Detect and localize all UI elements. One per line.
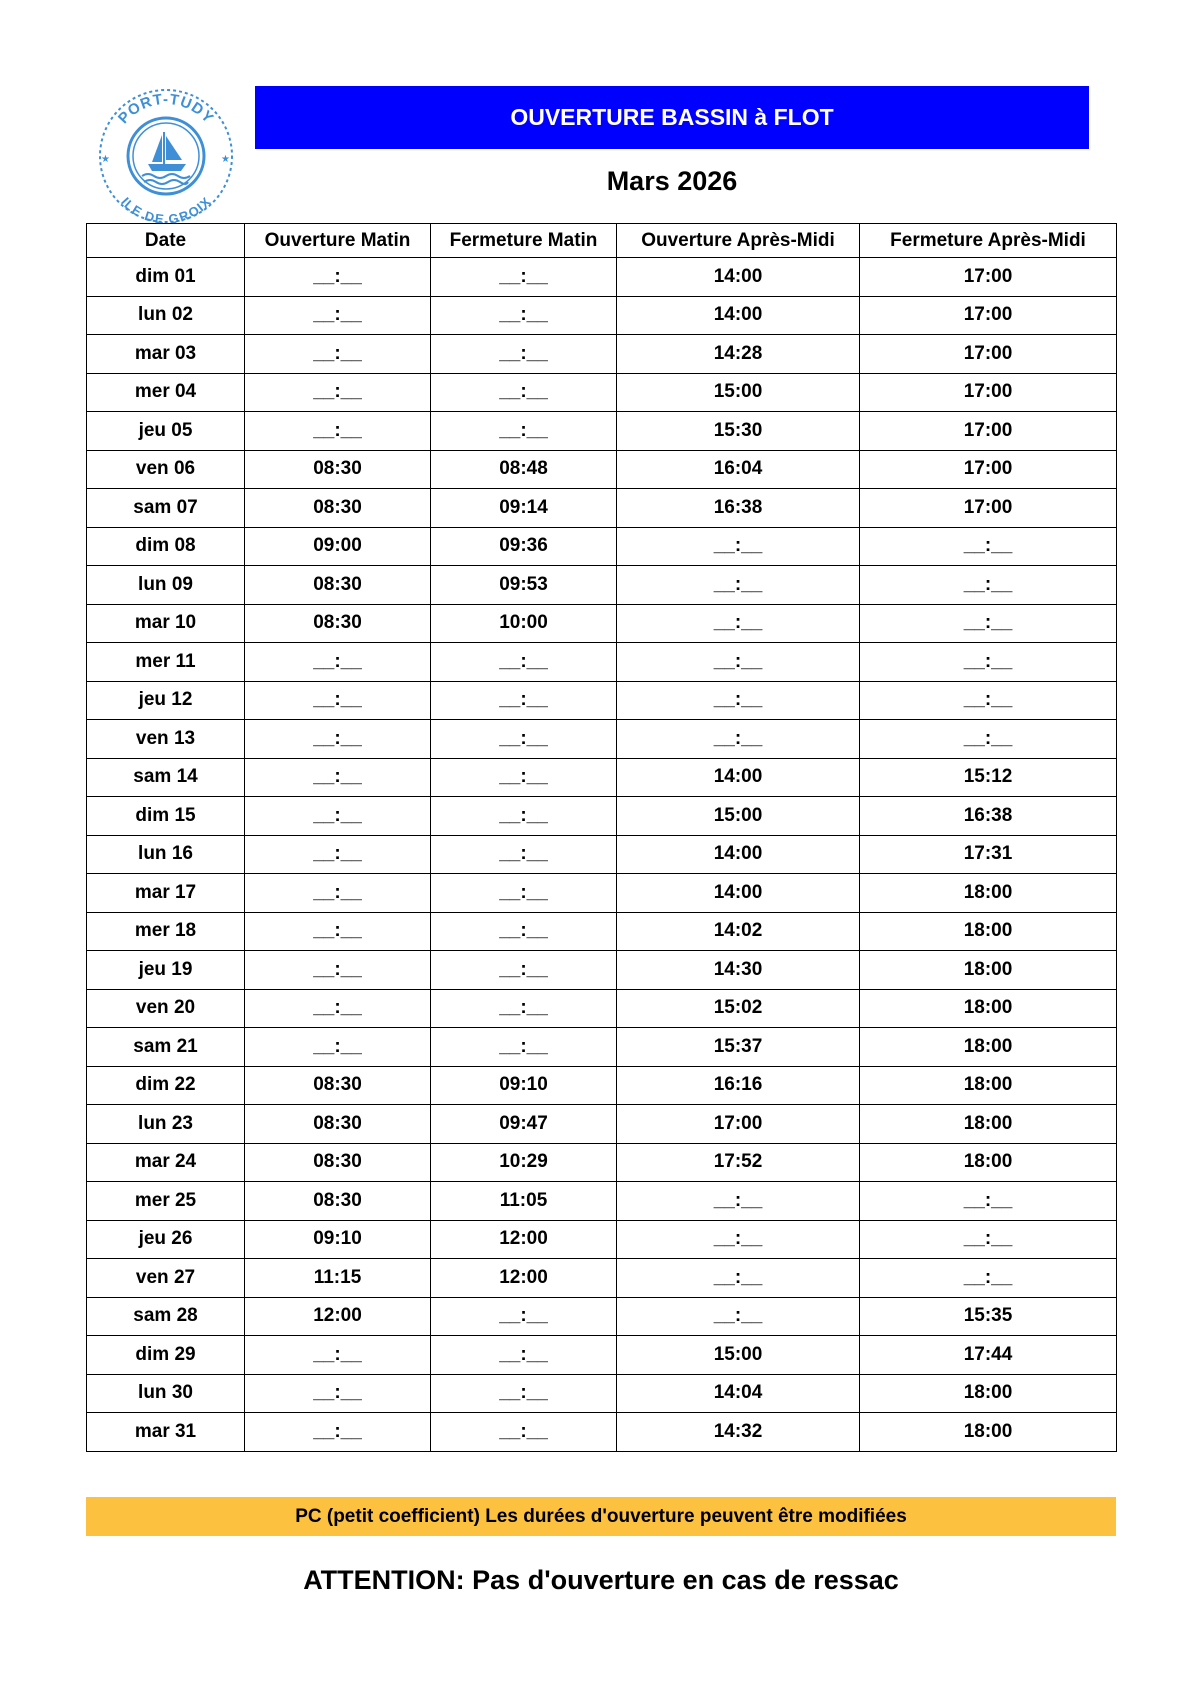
morning-closing-cell: __:__ — [431, 835, 617, 874]
morning-closing-cell: 11:05 — [431, 1182, 617, 1221]
date-cell: dim 15 — [87, 797, 245, 836]
morning-closing-cell: __:__ — [431, 874, 617, 913]
morning-closing-cell: 12:00 — [431, 1259, 617, 1298]
date-cell: lun 16 — [87, 835, 245, 874]
morning-closing-cell: 10:29 — [431, 1143, 617, 1182]
afternoon-closing-cell: __:__ — [860, 566, 1117, 605]
logo-bottom-text: ILE DE GROIX — [118, 194, 214, 226]
afternoon-closing-cell: 18:00 — [860, 989, 1117, 1028]
morning-opening-cell: 09:00 — [245, 527, 431, 566]
afternoon-closing-cell: __:__ — [860, 1259, 1117, 1298]
table-row — [87, 951, 1117, 990]
afternoon-closing-cell: __:__ — [860, 1182, 1117, 1221]
table-row — [87, 758, 1117, 797]
afternoon-opening-cell: 14:00 — [617, 296, 860, 335]
morning-opening-cell: 08:30 — [245, 1143, 431, 1182]
afternoon-closing-cell: 18:00 — [860, 1374, 1117, 1413]
afternoon-closing-cell: __:__ — [860, 643, 1117, 682]
svg-text:PORT-TUDY — [115, 91, 217, 127]
morning-opening-cell: __:__ — [245, 1374, 431, 1413]
morning-opening-cell: __:__ — [245, 1028, 431, 1067]
afternoon-opening-cell: 14:02 — [617, 912, 860, 951]
morning-opening-cell: __:__ — [245, 373, 431, 412]
afternoon-closing-cell: 17:00 — [860, 489, 1117, 528]
table-row — [87, 835, 1117, 874]
table-row — [87, 797, 1117, 836]
date-cell: jeu 26 — [87, 1220, 245, 1259]
morning-closing-cell: __:__ — [431, 412, 617, 451]
table-row — [87, 604, 1117, 643]
svg-text:ILE DE GROIX — [118, 194, 214, 226]
afternoon-closing-cell: 18:00 — [860, 874, 1117, 913]
logo-top-text: PORT-TUDY — [114, 90, 218, 128]
schedule-table — [86, 223, 1117, 1452]
afternoon-opening-cell: 14:00 — [617, 835, 860, 874]
table-row — [87, 912, 1117, 951]
date-cell: sam 14 — [87, 758, 245, 797]
date-cell: sam 07 — [87, 489, 245, 528]
table-body — [87, 258, 1117, 1452]
table-row — [87, 1182, 1117, 1221]
afternoon-opening-cell: __:__ — [617, 643, 860, 682]
date-cell: jeu 12 — [87, 681, 245, 720]
table-row — [87, 720, 1117, 759]
afternoon-opening-cell: 17:52 — [617, 1143, 860, 1182]
table-row — [87, 874, 1117, 913]
afternoon-opening-cell: 16:04 — [617, 450, 860, 489]
afternoon-closing-cell: 17:00 — [860, 373, 1117, 412]
afternoon-closing-cell: 15:12 — [860, 758, 1117, 797]
date-cell: dim 29 — [87, 1336, 245, 1375]
morning-closing-cell: __:__ — [431, 335, 617, 374]
morning-closing-cell: __:__ — [431, 1028, 617, 1067]
date-cell: ven 27 — [87, 1259, 245, 1298]
table-row — [87, 412, 1117, 451]
morning-closing-cell: __:__ — [431, 258, 617, 297]
morning-closing-cell: __:__ — [431, 1297, 617, 1336]
morning-opening-cell: 08:30 — [245, 604, 431, 643]
table-row — [87, 450, 1117, 489]
afternoon-opening-cell: __:__ — [617, 720, 860, 759]
date-cell: sam 28 — [87, 1297, 245, 1336]
afternoon-closing-cell: 16:38 — [860, 797, 1117, 836]
morning-closing-cell: 12:00 — [431, 1220, 617, 1259]
column-header: Date — [87, 224, 245, 258]
morning-opening-cell: __:__ — [245, 720, 431, 759]
table-row — [87, 1028, 1117, 1067]
table-row — [87, 1066, 1117, 1105]
date-cell: ven 06 — [87, 450, 245, 489]
afternoon-opening-cell: __:__ — [617, 566, 860, 605]
morning-opening-cell: 08:30 — [245, 1066, 431, 1105]
morning-opening-cell: __:__ — [245, 835, 431, 874]
afternoon-opening-cell: __:__ — [617, 604, 860, 643]
morning-opening-cell: __:__ — [245, 797, 431, 836]
table-row — [87, 1413, 1117, 1452]
sailboat-icon — [142, 132, 190, 184]
afternoon-closing-cell: 18:00 — [860, 1105, 1117, 1144]
afternoon-opening-cell: 14:30 — [617, 951, 860, 990]
table-row — [87, 681, 1117, 720]
port-tudy-seal-icon — [96, 86, 236, 226]
afternoon-closing-cell: 17:00 — [860, 335, 1117, 374]
port-tudy-logo — [96, 86, 236, 226]
table-row — [87, 527, 1117, 566]
date-cell: dim 22 — [87, 1066, 245, 1105]
morning-opening-cell: __:__ — [245, 874, 431, 913]
afternoon-opening-cell: 14:32 — [617, 1413, 860, 1452]
morning-opening-cell: __:__ — [245, 912, 431, 951]
table-row — [87, 1220, 1117, 1259]
column-header: Fermeture Après-Midi — [860, 224, 1117, 258]
morning-closing-cell: __:__ — [431, 1413, 617, 1452]
table-header-row — [87, 224, 1117, 258]
morning-closing-cell: 09:53 — [431, 566, 617, 605]
morning-opening-cell: __:__ — [245, 335, 431, 374]
morning-closing-cell: __:__ — [431, 720, 617, 759]
month-heading: Mars 2026 — [606, 166, 738, 196]
afternoon-closing-cell: 18:00 — [860, 951, 1117, 990]
afternoon-closing-cell: 18:00 — [860, 1143, 1117, 1182]
date-cell: dim 01 — [87, 258, 245, 297]
afternoon-closing-cell: 17:31 — [860, 835, 1117, 874]
table-row — [87, 296, 1117, 335]
morning-opening-cell: 11:15 — [245, 1259, 431, 1298]
date-cell: mar 10 — [87, 604, 245, 643]
morning-opening-cell: __:__ — [245, 758, 431, 797]
date-cell: mar 17 — [87, 874, 245, 913]
column-header: Ouverture Après-Midi — [617, 224, 860, 258]
afternoon-opening-cell: __:__ — [617, 1220, 860, 1259]
afternoon-opening-cell: 14:00 — [617, 758, 860, 797]
afternoon-closing-cell: __:__ — [860, 681, 1117, 720]
morning-opening-cell: __:__ — [245, 1336, 431, 1375]
date-cell: sam 21 — [87, 1028, 245, 1067]
morning-opening-cell: 08:30 — [245, 1105, 431, 1144]
afternoon-opening-cell: 15:37 — [617, 1028, 860, 1067]
table-row — [87, 566, 1117, 605]
afternoon-opening-cell: 16:16 — [617, 1066, 860, 1105]
morning-closing-cell: __:__ — [431, 758, 617, 797]
table-row — [87, 1297, 1117, 1336]
date-cell: lun 02 — [87, 296, 245, 335]
page-title: OUVERTURE BASSIN à FLOT — [255, 86, 1089, 149]
table-row — [87, 1374, 1117, 1413]
table-row — [87, 373, 1117, 412]
afternoon-opening-cell: __:__ — [617, 527, 860, 566]
morning-closing-cell: 09:10 — [431, 1066, 617, 1105]
morning-closing-cell: __:__ — [431, 1374, 617, 1413]
morning-closing-cell: __:__ — [431, 681, 617, 720]
table-row — [87, 258, 1117, 297]
afternoon-closing-cell: __:__ — [860, 720, 1117, 759]
afternoon-opening-cell: 14:00 — [617, 874, 860, 913]
date-cell: mar 24 — [87, 1143, 245, 1182]
afternoon-closing-cell: 15:35 — [860, 1297, 1117, 1336]
table-row — [87, 489, 1117, 528]
afternoon-closing-cell: __:__ — [860, 527, 1117, 566]
afternoon-opening-cell: 14:28 — [617, 335, 860, 374]
afternoon-closing-cell: 17:00 — [860, 258, 1117, 297]
morning-closing-cell: __:__ — [431, 797, 617, 836]
afternoon-opening-cell: __:__ — [617, 681, 860, 720]
morning-opening-cell: __:__ — [245, 258, 431, 297]
date-cell: mer 25 — [87, 1182, 245, 1221]
morning-opening-cell: 12:00 — [245, 1297, 431, 1336]
morning-closing-cell: __:__ — [431, 296, 617, 335]
morning-closing-cell: __:__ — [431, 373, 617, 412]
date-cell: mer 18 — [87, 912, 245, 951]
pc-note-banner — [86, 1497, 1116, 1536]
date-cell: mar 03 — [87, 335, 245, 374]
afternoon-closing-cell: 17:00 — [860, 412, 1117, 451]
morning-opening-cell: __:__ — [245, 296, 431, 335]
morning-closing-cell: __:__ — [431, 643, 617, 682]
morning-opening-cell: 08:30 — [245, 1182, 431, 1221]
date-cell: lun 30 — [87, 1374, 245, 1413]
afternoon-opening-cell: 17:00 — [617, 1105, 860, 1144]
logo-star-right-icon: ★ — [221, 154, 230, 165]
afternoon-opening-cell: 14:00 — [617, 258, 860, 297]
column-header: Ouverture Matin — [245, 224, 431, 258]
table-row — [87, 1105, 1117, 1144]
afternoon-opening-cell: 15:00 — [617, 1336, 860, 1375]
morning-opening-cell: 09:10 — [245, 1220, 431, 1259]
afternoon-closing-cell: 17:00 — [860, 296, 1117, 335]
logo-star-left-icon: ★ — [101, 154, 110, 165]
date-cell: lun 23 — [87, 1105, 245, 1144]
morning-closing-cell: 10:00 — [431, 604, 617, 643]
morning-opening-cell: __:__ — [245, 643, 431, 682]
table-row — [87, 335, 1117, 374]
afternoon-opening-cell: __:__ — [617, 1297, 860, 1336]
table-row — [87, 1336, 1117, 1375]
afternoon-closing-cell: 17:44 — [860, 1336, 1117, 1375]
morning-opening-cell: __:__ — [245, 1413, 431, 1452]
morning-opening-cell: __:__ — [245, 989, 431, 1028]
afternoon-opening-cell: __:__ — [617, 1259, 860, 1298]
morning-opening-cell: __:__ — [245, 412, 431, 451]
morning-closing-cell: 09:14 — [431, 489, 617, 528]
date-cell: mer 04 — [87, 373, 245, 412]
afternoon-opening-cell: 15:02 — [617, 989, 860, 1028]
morning-closing-cell: __:__ — [431, 912, 617, 951]
morning-opening-cell: 08:30 — [245, 566, 431, 605]
date-cell: lun 09 — [87, 566, 245, 605]
afternoon-closing-cell: 18:00 — [860, 1028, 1117, 1067]
afternoon-closing-cell: 18:00 — [860, 1066, 1117, 1105]
afternoon-closing-cell: __:__ — [860, 1220, 1117, 1259]
afternoon-closing-cell: __:__ — [860, 604, 1117, 643]
morning-closing-cell: 08:48 — [431, 450, 617, 489]
table-row — [87, 643, 1117, 682]
afternoon-opening-cell: 15:00 — [617, 797, 860, 836]
date-cell: dim 08 — [87, 527, 245, 566]
morning-closing-cell: __:__ — [431, 1336, 617, 1375]
attention-note: ATTENTION: Pas d'ouverture en cas de ressac — [303, 1565, 899, 1595]
afternoon-closing-cell: 18:00 — [860, 1413, 1117, 1452]
afternoon-opening-cell: 14:04 — [617, 1374, 860, 1413]
afternoon-closing-cell: 18:00 — [860, 912, 1117, 951]
morning-opening-cell: 08:30 — [245, 450, 431, 489]
date-cell: jeu 05 — [87, 412, 245, 451]
afternoon-opening-cell: __:__ — [617, 1182, 860, 1221]
pc-note-text: PC (petit coefficient) Les durées d'ouverture peuvent être modifiées — [295, 1505, 907, 1527]
column-header: Fermeture Matin — [431, 224, 617, 258]
afternoon-opening-cell: 16:38 — [617, 489, 860, 528]
date-cell: ven 20 — [87, 989, 245, 1028]
date-cell: mar 31 — [87, 1413, 245, 1452]
afternoon-closing-cell: 17:00 — [860, 450, 1117, 489]
table-row — [87, 989, 1117, 1028]
afternoon-opening-cell: 15:00 — [617, 373, 860, 412]
morning-closing-cell: 09:47 — [431, 1105, 617, 1144]
date-cell: ven 13 — [87, 720, 245, 759]
morning-opening-cell: __:__ — [245, 681, 431, 720]
date-cell: mer 11 — [87, 643, 245, 682]
morning-opening-cell: 08:30 — [245, 489, 431, 528]
morning-opening-cell: __:__ — [245, 951, 431, 990]
table-row — [87, 1143, 1117, 1182]
morning-closing-cell: __:__ — [431, 989, 617, 1028]
morning-closing-cell: 09:36 — [431, 527, 617, 566]
table-row — [87, 1259, 1117, 1298]
morning-closing-cell: __:__ — [431, 951, 617, 990]
afternoon-opening-cell: 15:30 — [617, 412, 860, 451]
date-cell: jeu 19 — [87, 951, 245, 990]
